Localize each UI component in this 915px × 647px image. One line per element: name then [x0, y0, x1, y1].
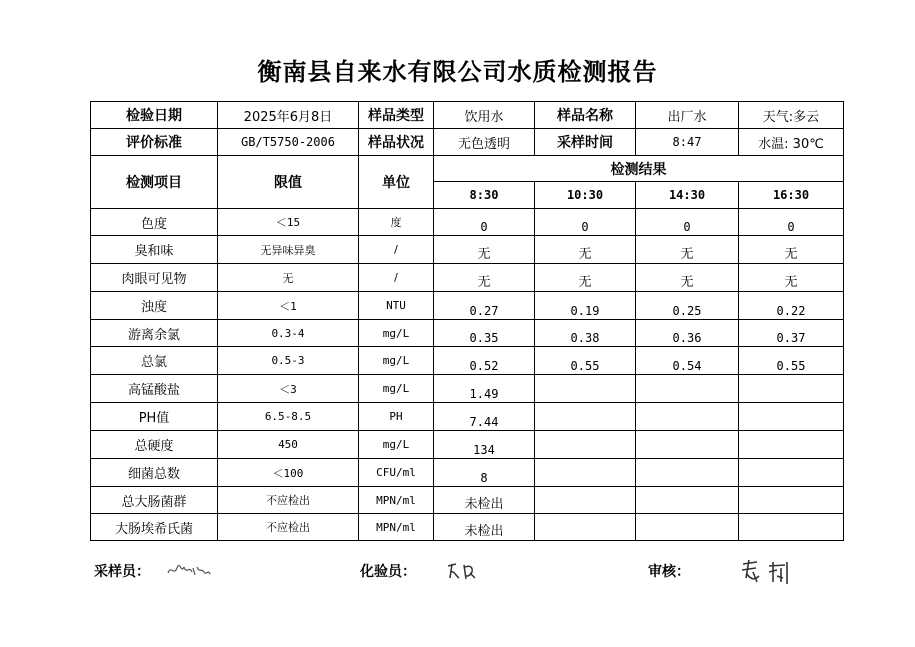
- unit-value: MPN/ml: [359, 514, 434, 541]
- limit-value: 450: [218, 431, 359, 459]
- table-row: [91, 375, 844, 403]
- limit-value: 不应检出: [218, 514, 359, 541]
- result-cell: 无: [434, 264, 535, 292]
- unit-value: MPN/ml: [359, 487, 434, 514]
- limit-value: 无异味异臭: [218, 236, 359, 264]
- result-cell: [739, 514, 844, 541]
- result-cell: 0.54: [636, 347, 739, 375]
- unit-value: /: [359, 236, 434, 264]
- header-time-2: 10:30: [535, 182, 636, 209]
- result-cell: [535, 514, 636, 541]
- limit-value: ＜100: [218, 459, 359, 487]
- item-name: 肉眼可见物: [91, 264, 218, 292]
- result-cell: 无: [535, 264, 636, 292]
- sampler-signature: [165, 559, 213, 581]
- sampling-time-label: 采样时间: [535, 129, 636, 156]
- result-cell: 0.37: [739, 320, 844, 347]
- result-cell: [636, 514, 739, 541]
- table-row: [91, 459, 844, 487]
- standard-value: GB/T5750-2006: [218, 129, 359, 156]
- sample-state-label: 样品状况: [359, 129, 434, 156]
- result-cell: 0.22: [739, 292, 844, 320]
- date-value: 2025年6月8日: [218, 102, 359, 129]
- unit-value: mg/L: [359, 347, 434, 375]
- sampling-time-value: 8:47: [636, 129, 739, 156]
- item-name: 臭和味: [91, 236, 218, 264]
- result-cell: 无: [535, 236, 636, 264]
- table-row: [91, 264, 844, 292]
- sample-name-label: 样品名称: [535, 102, 636, 129]
- result-cell: 无: [636, 264, 739, 292]
- unit-value: 度: [359, 209, 434, 236]
- result-cell: [739, 431, 844, 459]
- result-cell: 0.52: [434, 347, 535, 375]
- result-cell: 8: [434, 459, 535, 487]
- unit-value: NTU: [359, 292, 434, 320]
- sample-type-label: 样品类型: [359, 102, 434, 129]
- info-row-2: [91, 129, 844, 156]
- table-row: [91, 209, 844, 236]
- header-item: 检测项目: [91, 156, 218, 209]
- limit-value: 0.3-4: [218, 320, 359, 347]
- sample-type-value: 饮用水: [434, 102, 535, 129]
- result-cell: 无: [739, 264, 844, 292]
- table-row: [91, 431, 844, 459]
- result-cell: 无: [739, 236, 844, 264]
- result-cell: [636, 487, 739, 514]
- table-row: [91, 320, 844, 347]
- result-cell: 7.44: [434, 403, 535, 431]
- result-cell: 未检出: [434, 487, 535, 514]
- item-name: 细菌总数: [91, 459, 218, 487]
- result-cell: 0: [636, 209, 739, 236]
- result-cell: 0.36: [636, 320, 739, 347]
- result-cell: 0.55: [739, 347, 844, 375]
- unit-value: mg/L: [359, 320, 434, 347]
- unit-value: mg/L: [359, 375, 434, 403]
- item-name: 总氯: [91, 347, 218, 375]
- result-cell: 无: [636, 236, 739, 264]
- result-cell: 0: [535, 209, 636, 236]
- unit-value: PH: [359, 403, 434, 431]
- result-cell: [739, 459, 844, 487]
- table-row: [91, 236, 844, 264]
- result-cell: 0.25: [636, 292, 739, 320]
- tester-signature: [444, 558, 486, 584]
- result-cell: 0.19: [535, 292, 636, 320]
- result-cell: 0.55: [535, 347, 636, 375]
- result-cell: 0.35: [434, 320, 535, 347]
- header-limit: 限值: [218, 156, 359, 209]
- result-cell: [636, 431, 739, 459]
- info-row-1: [91, 102, 844, 129]
- unit-value: mg/L: [359, 431, 434, 459]
- sample-state-value: 无色透明: [434, 129, 535, 156]
- result-cell: [636, 375, 739, 403]
- result-cell: [636, 459, 739, 487]
- report-title: 衡南县自来水有限公司水质检测报告: [257, 58, 658, 86]
- standard-label: 评价标准: [91, 129, 218, 156]
- reviewer-label: 审核：: [648, 564, 690, 580]
- weather: 天气:多云: [739, 102, 844, 129]
- header-results: 检测结果: [434, 156, 844, 182]
- table-row: [91, 514, 844, 541]
- limit-value: ＜3: [218, 375, 359, 403]
- header-unit: 单位: [359, 156, 434, 209]
- table-row: [91, 292, 844, 320]
- limit-value: ＜1: [218, 292, 359, 320]
- item-name: PH值: [91, 403, 218, 431]
- item-name: 总大肠菌群: [91, 487, 218, 514]
- item-name: 色度: [91, 209, 218, 236]
- item-name: 大肠埃希氏菌: [91, 514, 218, 541]
- item-name: 游离余氯: [91, 320, 218, 347]
- header-time-4: 16:30: [739, 182, 844, 209]
- sample-name-value: 出厂水: [636, 102, 739, 129]
- result-cell: 134: [434, 431, 535, 459]
- result-cell: 0.38: [535, 320, 636, 347]
- result-cell: [535, 431, 636, 459]
- sampler-label: 采样员：: [94, 564, 150, 580]
- limit-value: 0.5-3: [218, 347, 359, 375]
- tester-label: 化验员：: [360, 564, 416, 580]
- limit-value: 无: [218, 264, 359, 292]
- limit-value: 不应检出: [218, 487, 359, 514]
- result-cell: 0: [434, 209, 535, 236]
- reviewer-signature: [737, 556, 795, 586]
- water-temp: 水温: 30℃: [739, 129, 844, 156]
- result-cell: 无: [434, 236, 535, 264]
- unit-value: CFU/ml: [359, 459, 434, 487]
- result-cell: 未检出: [434, 514, 535, 541]
- result-cell: [535, 403, 636, 431]
- item-name: 高锰酸盐: [91, 375, 218, 403]
- header-row-1: [91, 156, 844, 182]
- result-cell: 0.27: [434, 292, 535, 320]
- result-cell: 1.49: [434, 375, 535, 403]
- item-name: 浊度: [91, 292, 218, 320]
- result-cell: [739, 375, 844, 403]
- result-cell: [535, 487, 636, 514]
- limit-value: 6.5-8.5: [218, 403, 359, 431]
- header-time-1: 8:30: [434, 182, 535, 209]
- limit-value: ＜15: [218, 209, 359, 236]
- header-time-3: 14:30: [636, 182, 739, 209]
- result-cell: [739, 487, 844, 514]
- unit-value: /: [359, 264, 434, 292]
- item-name: 总硬度: [91, 431, 218, 459]
- date-label: 检验日期: [91, 102, 218, 129]
- result-cell: [636, 403, 739, 431]
- table-row: [91, 347, 844, 375]
- table-row: [91, 403, 844, 431]
- result-cell: [535, 375, 636, 403]
- result-cell: [535, 459, 636, 487]
- table-row: [91, 487, 844, 514]
- result-cell: 0: [739, 209, 844, 236]
- result-cell: [739, 403, 844, 431]
- report-table: [90, 101, 844, 541]
